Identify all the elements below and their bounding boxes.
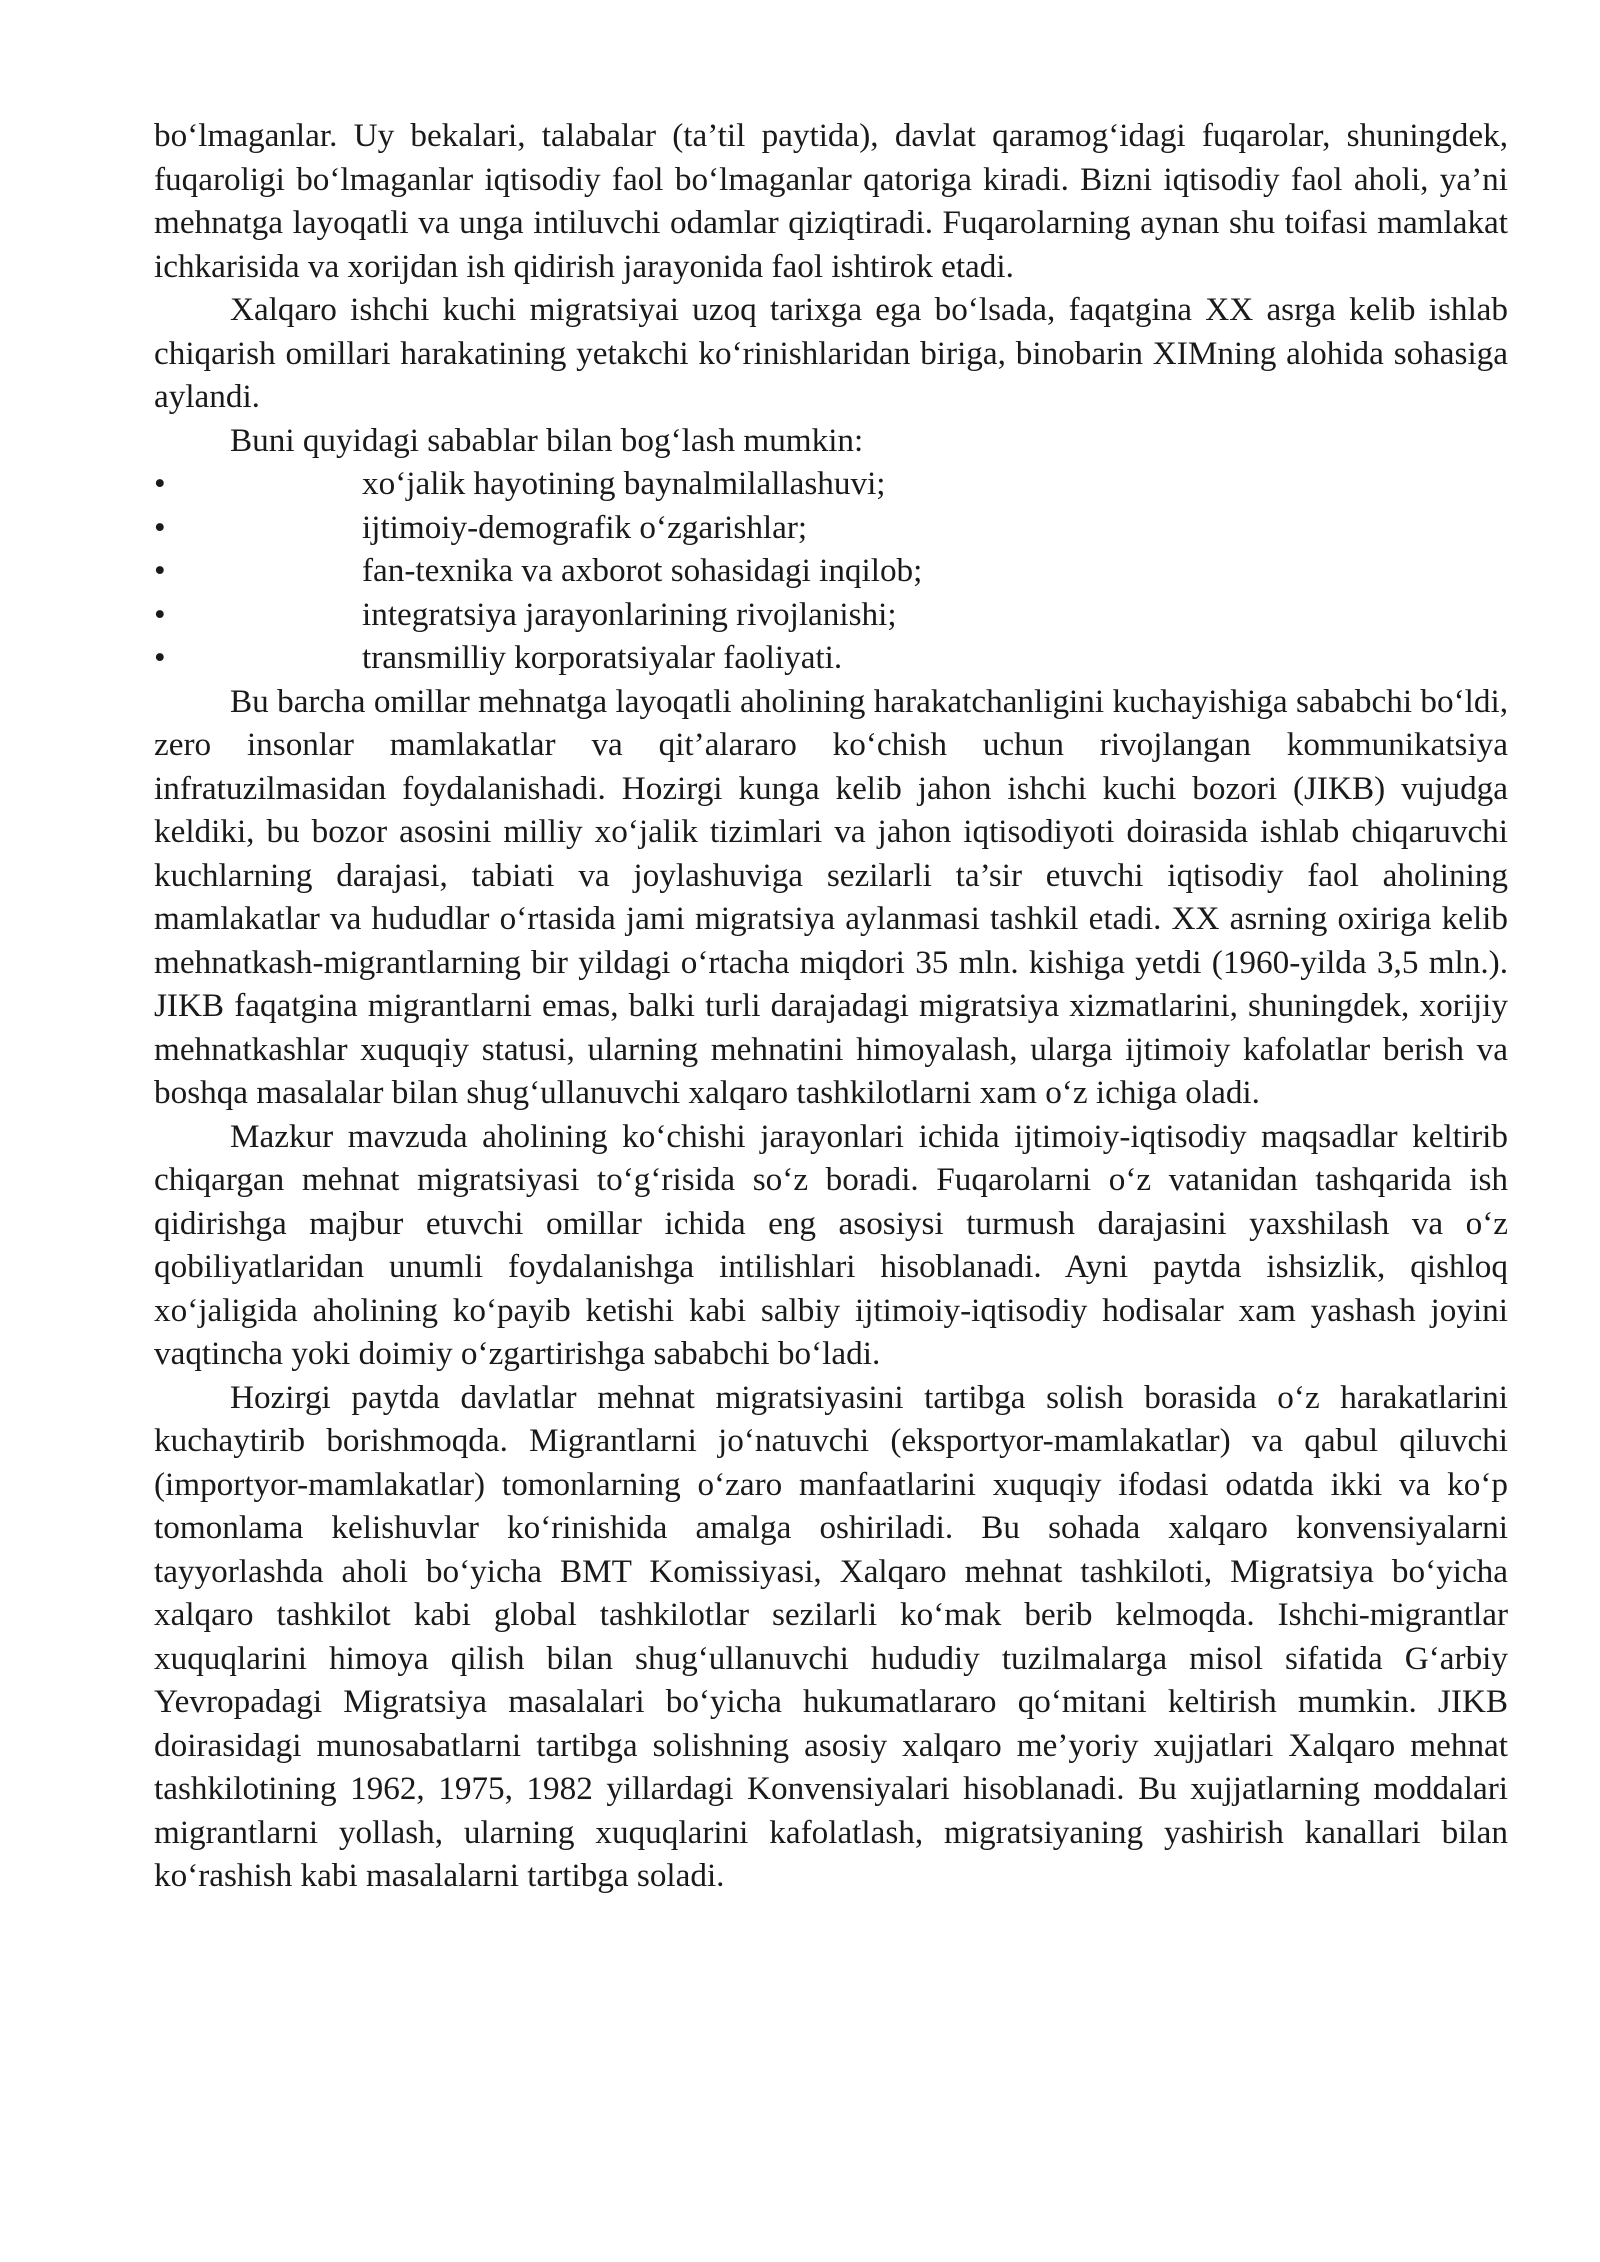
list-item bbox=[154, 636, 1508, 680]
list-item-text: transmilliy korporatsiyalar faoliyati. bbox=[362, 639, 843, 676]
bullet-icon: • bbox=[154, 552, 166, 589]
list-item-text: integratsiya jarayonlarining rivojlanishi; bbox=[362, 595, 897, 633]
list-item-text: xo‘jalik hayotining baynalmilallashuvi; bbox=[362, 465, 886, 502]
paragraph-regulation: Hozirgi paytda davlatlar mehnat migratsiyasini tartibga solish borasida o‘z harakatlarini kuchaytirib borishmoqda. Migrantlarni jo‘natuvchi (eksportyor-mamlakatlar) va qabul qiluvchi (importyor-mamlakatlar) tomonlarning o‘zaro manfaatlarini xuquqiy ifodasi odatda ikki va ko‘p tomonlama kelishuvlar ko‘rinishida amalga oshiriladi. Bu sohada xalqaro konvensiyalarni tayyorlashda aholi bo‘yicha BMT Komissiyasi, Xalqaro mehnat tashkiloti, Migratsiya bo‘yicha xalqaro tashkilot kabi global tashkilotlar sezilarli ko‘mak berib kelmoqda. Ishchi-migrantlar xuquqlarini himoya qilish bilan shug‘ullanuvchi hududiy tuzilmalarga misol sifatida G‘arbiy Yevropadagi Migratsiya masalalari bo‘yicha hukumatlararo qo‘mitani keltirish mumkin. JIKB doirasidagi munosabatlarni tartibga solishning asosiy xalqaro me’yoriy xujjatlari Xalqaro mehnat tashkilotining 1962, 1975, 1982 yillardagi Konvensiyalari hisoblanadi. Bu xujjatlarning moddalari migrantlarni yollash, ularning xuquqlarini kafolatlash, migratsiyaning yashirish kanallari bilan ko‘rashish kabi masalalarni tartibga soladi. bbox=[154, 1378, 1508, 1894]
list-item-text: fan-texnika va axborot sohasidagi inqilob; bbox=[362, 552, 923, 589]
list-item bbox=[154, 506, 1508, 550]
list-item-text: ijtimoiy-demografik o‘zgarishlar; bbox=[362, 508, 808, 546]
list-item bbox=[154, 593, 1508, 637]
bullet-icon: • bbox=[154, 595, 166, 633]
paragraph-migration-history: Xalqaro ishchi kuchi migratsiyai uzoq tarixga ega bo‘lsada, faqatgina XX asrga kelib ishlab chiqarish omillari harakatining yetakchi ko‘rinishlaridan biriga, binobarin XIMning alohida sohasiga aylandi. bbox=[154, 291, 1508, 415]
bullet-icon: • bbox=[154, 508, 166, 546]
reasons-list bbox=[154, 462, 1508, 680]
paragraph-reasons-intro: Buni quyidagi sabablar bilan bog‘lash mumkin: bbox=[230, 421, 864, 459]
bullet-icon: • bbox=[154, 639, 166, 676]
list-item bbox=[154, 462, 1508, 506]
bullet-icon: • bbox=[154, 465, 166, 502]
paragraph-labor-migration: Mazkur mavzuda aholining ko‘chishi jarayonlari ichida ijtimoiy-iqtisodiy maqsadlar keltirib chiqargan mehnat migratsiyasi to‘g‘risida so‘z boradi. Fuqarolarni o‘z vatanidan tashqarida ish qidirishga majbur etuvchi omillar ichida eng asosiysi turmush darajasini yaxshilash va o‘z qobiliyatlaridan unumli foydalanishga intilishlari hisoblanadi. Ayni paytda ishsizlik, qishloq xo‘jaligida aholining ko‘payib ketishi kabi salbiy ijtimoiy-iqtisodiy hodisalar xam yashash joyini vaqtincha yoki doimiy o‘zgartirishga sababchi bo‘ladi. bbox=[154, 1117, 1508, 1372]
paragraph-labor-market: Bu barcha omillar mehnatga layoqatli aholining harakatchanligini kuchayishiga sababchi bo‘ldi, zero insonlar mamlakatlar va qit’alararo ko‘chish uchun rivojlangan kommunikatsiya infratuzilmasidan foydalanishadi. Hozirgi kunga kelib jahon ishchi kuchi bozori (JIKB) vujudga keldiki, bu bozor asosini milliy xo‘jalik tizimlari va jahon iqtisodiyoti doirasida ishlab chiqaruvchi kuchlarning darajasi, tabiati va joylashuviga sezilarli ta’sir etuvchi iqtisodiy faol aholining mamlakatlar va hududlar o‘rtasida jami migratsiya aylanmasi tashkil etadi. XX asrning oxiriga kelib mehnatkash-migrantlarning bir yildagi o‘rtacha miqdori 35 mln. kishiga yetdi (1960-yilda 3,5 mln.). JIKB faqatgina migrantlarni emas, balki turli darajadagi migratsiya xizmatlarini, shuningdek, xorijiy mehnatkashlar xuquqiy statusi, ularning mehnatini himoyalash, ularga ijtimoiy kafolatlar berish va boshqa masalalar bilan shug‘ullanuvchi xalqaro tashkilotlarni xam o‘z ichiga oladi. bbox=[154, 682, 1508, 1111]
paragraph-continuation: bo‘lmaganlar. Uy bekalari, talabalar (ta’til paytida), davlat qaramog‘idagi fuqarolar, shuningdek, fuqaroligi bo‘lmaganlar iqtisodiy faol bo‘lmaganlar qatoriga kiradi. Bizni iqtisodiy faol aholi, ya’ni mehnatga layoqatli va unga intiluvchi odamlar qiziqtiradi. Fuqarolarning aynan shu toifasi mamlakat ichkarisida va xorijdan ish qidirish jarayonida faol ishtirok etadi. bbox=[154, 117, 1508, 285]
list-item bbox=[154, 549, 1508, 593]
document-page bbox=[154, 114, 1508, 1898]
